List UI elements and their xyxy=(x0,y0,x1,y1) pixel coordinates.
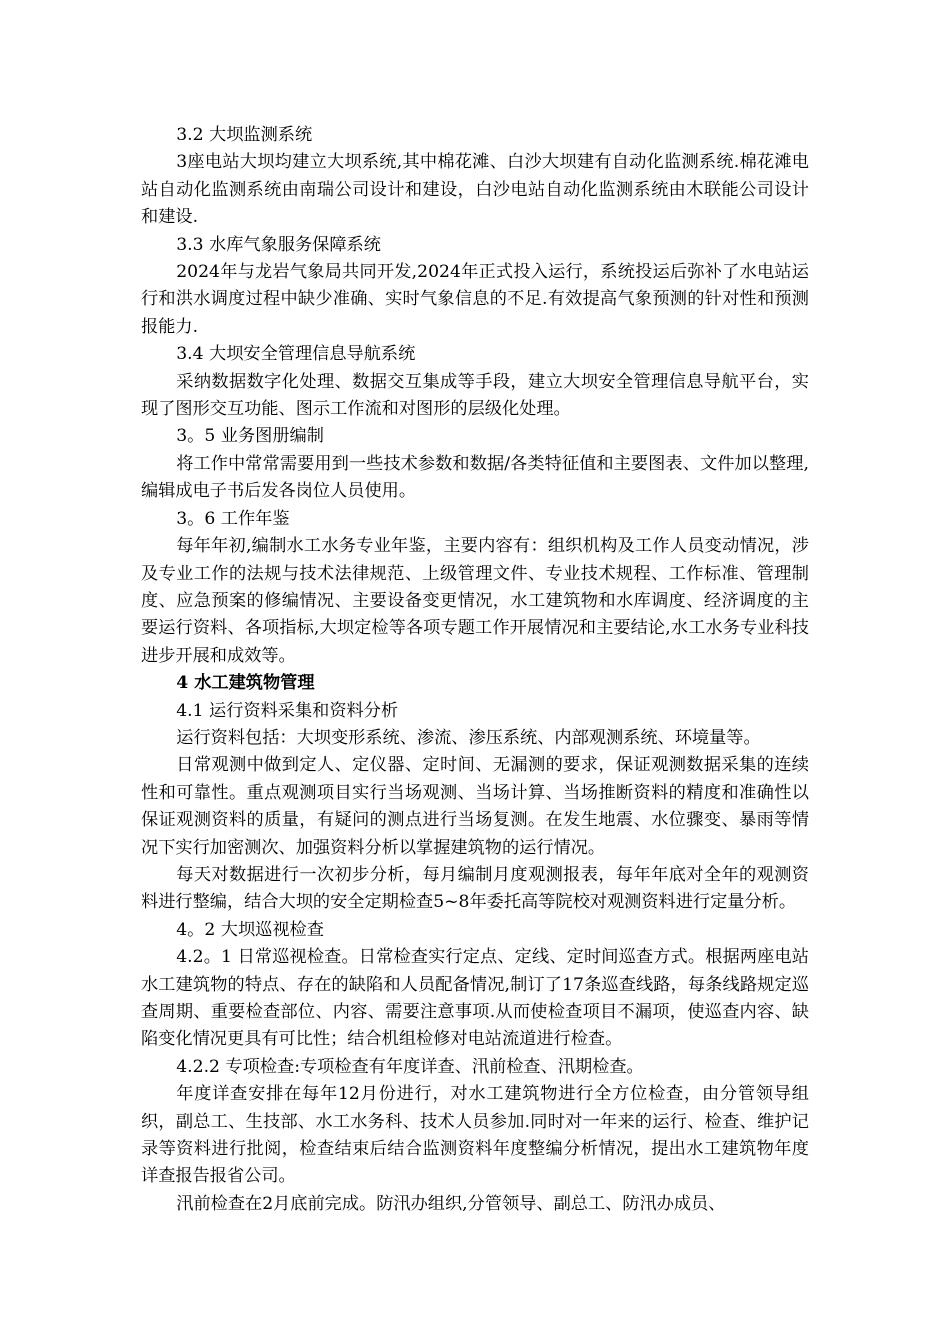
paragraph-data-analysis: 每天对数据进行一次初步分析，每月编制月度观测报表，每年年底对全年的观测资料进行整编，结合大坝的安全定期检查5~8年委托高等院校对观测资料进行定量分析。 xyxy=(141,864,809,913)
paragraph-annual-inspection: 年度详查安排在每年12月份进行，对水工建筑物进行全方位检查，由分管领导组织，副总工、生技部、水工水务科、技术人员参加.同时对一年来的运行、检查、维护记录等资料进行批阅，检查结束后结合监测资料年度整编分析情况，提出水工建筑物年度详查报告报省公司。 xyxy=(141,1084,809,1187)
section-heading-3-2: 3.2 大坝监测系统 xyxy=(176,125,313,145)
paragraph-weather-service: 2024年与龙岩气象局共同开发,2024年正式投入运行，系统投运后弥补了水电站运行和洪水调度过程中缺少准确、实时气象信息的不足.有效提高气象预测的针对性和预测报能力. xyxy=(141,262,809,337)
paragraph-safety-navigation: 采纳数据数字化处理、数据交互集成等手段，建立大坝安全管理信息导航平台，实现了图形交互功能、图示工作流和对图形的层级化处理。 xyxy=(141,371,809,420)
section-heading-3-6: 3。6 工作年鉴 xyxy=(176,508,290,529)
paragraph-dam-monitoring: 3座电站大坝均建立大坝系统,其中棉花滩、白沙大坝建有自动化监测系统.棉花滩电站自动化监测系统由南瑞公司设计和建设，白沙电站自动化监测系统由木联能公司设计和建设. xyxy=(141,152,809,228)
section-heading-4-1: 4.1 运行资料采集和资料分析 xyxy=(176,700,399,721)
section-heading-3-5: 3。5 业务图册编制 xyxy=(176,426,324,447)
paragraph-daily-inspection: 4.2。1 日常巡视检查。日常检查实行定点、定线、定时间巡查方式。根据两座电站水工建筑物的特点、存在的缺陷和人员配备情况,制订了17条巡查线路，每条线路规定巡查周期、重要检查部位、内容、需要注意事项.从而使检查项目不漏项，使巡查内容、缺陷变化情况更具有可比性；结合机组检修对电站流道进行检查。 xyxy=(141,947,809,1050)
section-heading-3-3: 3.3 水库气象服务保障系统 xyxy=(176,234,381,255)
paragraph-business-atlas: 将工作中常常需要用到一些技术参数和数据/各类特征值和主要图表、文件加以整理,编辑成电子书后发各岗位人员使用。 xyxy=(141,453,809,502)
document-page xyxy=(141,122,809,1218)
paragraph-operation-data: 运行资料包括：大坝变形系统、渗流、渗压系统、内部观测系统、环境量等。 xyxy=(176,727,761,748)
paragraph-pre-flood-inspection: 汛前检查在2月底前完成。防汛办组织,分管领导、副总工、防汛办成员、 xyxy=(176,1193,726,1214)
section-heading-4-2: 4。2 大坝巡视检查 xyxy=(176,919,324,940)
chapter-heading-4: 4 水工建筑物管理 xyxy=(176,673,315,694)
section-heading-4-2-2: 4.2.2 专项检查:专项检查有年度详查、汛前检查、汛期检查。 xyxy=(176,1056,644,1077)
paragraph-daily-observation: 日常观测中做到定人、定仪器、定时间、无漏测的要求，保证观测数据采集的连续性和可靠性。重点观测项目实行当场观测、当场计算、当场推断资料的精度和准确性以保证观测资料的质量，有疑问的测点进行当场复测。在发生地震、水位骤变、暴雨等情况下实行加密测次、加强资料分析以掌握建筑物的运行情况。 xyxy=(141,755,809,858)
section-heading-3-4: 3.4 大坝安全管理信息导航系统 xyxy=(176,344,416,365)
paragraph-work-yearbook: 每年年初,编制水工水务专业年鉴，主要内容有：组织机构及工作人员变动情况，涉及专业工作的法规与技术法律规范、上级管理文件、专业技术规程、工作标准、管理制度、应急预案的修编情况、主要设备变更情况，水工建筑物和水库调度、经济调度的主要运行资料、各项指标,大坝定检等各项专题工作开展情况和主要结论,水工水务专业科技进步开展和成效等。 xyxy=(141,536,809,666)
